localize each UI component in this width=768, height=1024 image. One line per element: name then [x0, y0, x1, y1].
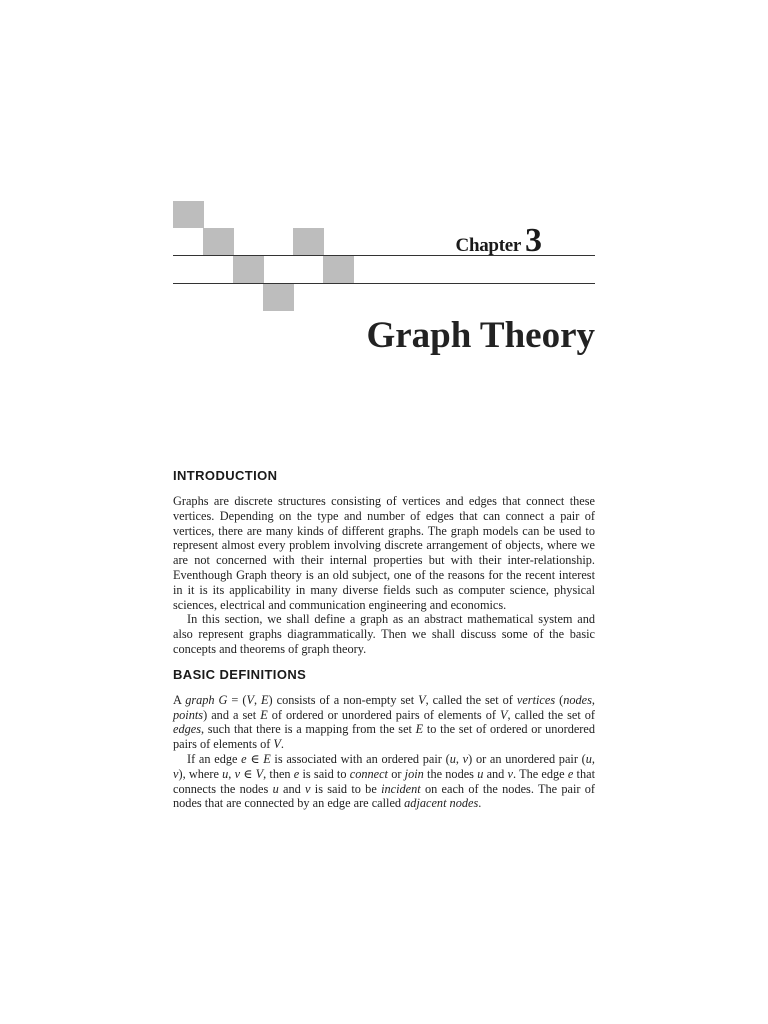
decorative-square: [203, 228, 234, 255]
chapter-number: 3: [525, 222, 542, 259]
chapter-label: [456, 224, 542, 258]
chapter-title: Graph Theory: [366, 315, 595, 356]
decorative-square: [263, 284, 294, 311]
decorative-square: [173, 201, 204, 228]
basic-definitions-paragraph-2: If an edge e ∈ E is associated with an ordered pair (u, v) or an unordered pair (u, v), where u, v ∈ V, then e is said to connect or join the nodes u and v. The edge e that connects the nodes u and v is said to be incident on each of the nodes. The pair of nodes that are connected by an edge are called adjacent nodes.: [173, 751, 595, 811]
decorative-square: [293, 228, 324, 255]
chapter-word: Chapter: [455, 235, 521, 256]
introduction-paragraph-1: Graphs are discrete structures consisting of vertices and edges that connect these vertices. Depending on the type and number of edges that can connect a pair of vertices, there are many kinds of different graphs. The graph models can be used to represent almost every problem involving discrete arrangement of objects, where we are not concerned with their internal properties but with their inter-relationship. Eventhough Graph theory is an old subject, one of the reasons for the recent interest in it is its applicability in many diverse fields such as computer science, physical sciences, electrical and communication engineering and economics.: [173, 494, 595, 612]
basic-definitions-heading: BASIC DEFINITIONS: [173, 666, 307, 682]
introduction-paragraph-2: In this section, we shall define a graph as an abstract mathematical system and also represent graphs diagrammatically. Then we shall discuss some of the basic concepts and theorems of graph theory.: [173, 612, 595, 656]
decorative-square: [233, 256, 264, 283]
basic-definitions-paragraph-1: A graph G = (V, E) consists of a non-empty set V, called the set of vertices (nodes, points) and a set E of ordered or unordered pairs of elements of V, called the set of edges, such that there is a mapping from the set E to the set of ordered or unordered pairs of elements of V.: [173, 692, 596, 752]
chapter-rule-bottom: [173, 283, 595, 284]
decorative-square: [323, 256, 354, 283]
introduction-heading: INTRODUCTION: [173, 468, 278, 483]
page-body: [173, 466, 595, 811]
